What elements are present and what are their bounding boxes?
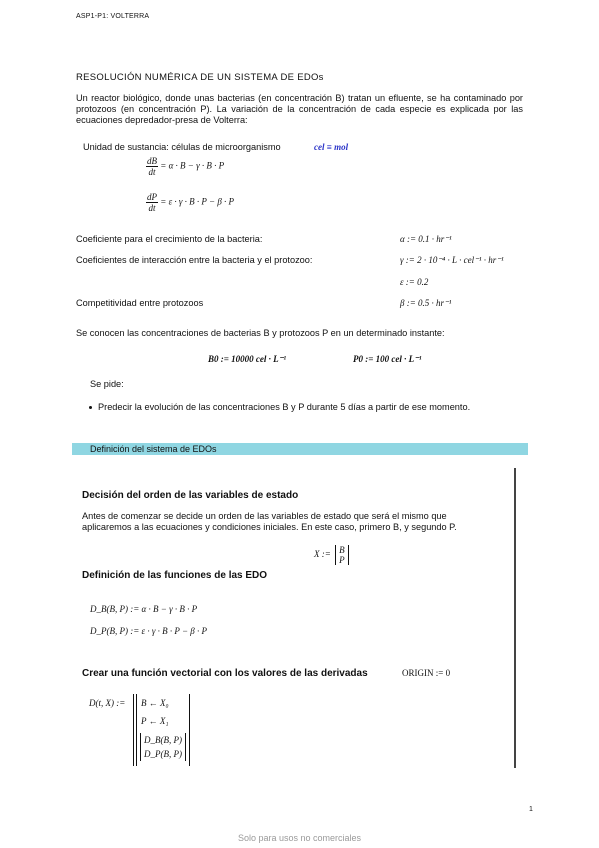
db-function-definition: D_B(B, P) := α · B − γ · B · P xyxy=(90,604,198,614)
unit-definition: cel ≡ mol xyxy=(314,142,349,152)
program-bar-right xyxy=(189,694,190,766)
program-result-vector: D_B(B, P) D_P(B, P) xyxy=(140,733,186,761)
program-line-1: B ← X₀ xyxy=(141,698,169,708)
section-edo-functions-heading: Definición de las funciones de las EDO xyxy=(82,570,268,581)
equation-db-dt: $\frac{dB}{dt}$ = α · B − γ · B · P xyxy=(147,156,225,177)
b0-value: B0 := 10000 cel · L⁻¹ xyxy=(208,354,287,364)
coef-growth-label: Coeficiente para el crecimiento de la bacteria: xyxy=(76,234,263,244)
intro-paragraph: Un reactor biológico, donde unas bacterias (en concentración B) tratan un efluente, se ha contaminado por protozoos (en concentración P). La variación de la concentración de cada especie es explicada por las ecuaciones depredador-presa de Volterra: xyxy=(76,93,523,125)
coef-gamma-value: γ := 2 · 10⁻⁴ · L · cel⁻¹ · hr⁻¹ xyxy=(400,255,504,265)
task-bullet: Predecir la evolución de las concentraciones B y P durante 5 días a partir de ese momento. xyxy=(89,402,470,413)
origin-setting: ORIGIN := 0 xyxy=(402,668,451,678)
dp-function-definition: D_P(B, P) := ε · γ · B · P − β · P xyxy=(90,626,208,636)
section-vector-function-heading: Crear una función vectorial con los valores de las derivadas xyxy=(82,668,368,679)
section-variable-order-heading: Decisión del orden de las variables de estado xyxy=(82,490,299,501)
unit-label: Unidad de sustancia: células de microorganismo xyxy=(83,142,281,152)
region-border xyxy=(514,468,516,768)
coef-beta-value: β := 0.5 · hr⁻¹ xyxy=(400,298,452,308)
coef-epsilon-value: ε := 0.2 xyxy=(400,277,429,287)
page-number: 1 xyxy=(529,806,534,813)
program-bar-inner xyxy=(136,694,137,766)
document-header-code: ASP1-P1: VOLTERRA xyxy=(76,13,150,20)
section-bar-title: Definición del sistema de EDOs xyxy=(90,444,217,454)
coef-competition-label: Competitividad entre protozoos xyxy=(76,298,204,308)
known-concentrations-text: Se conocen las concentraciones de bacterias B y protozoos P en un determinado instante: xyxy=(76,328,445,338)
equation-dp-dt: $\frac{dP}{dt}$ = ε · γ · B · P − β · P xyxy=(147,192,235,213)
watermark-text: Solo para usos no comerciales xyxy=(237,833,362,843)
p0-value: P0 := 100 cel · L⁻¹ xyxy=(353,354,422,364)
vector-function-label: D(t, X) := xyxy=(89,698,126,708)
bullet-icon xyxy=(89,406,92,409)
document-title: RESOLUCIÓN NUMÉRICA DE UN SISTEMA DE EDOs xyxy=(76,72,324,83)
program-bar-outer xyxy=(133,694,134,766)
state-vector: X := B P xyxy=(314,545,349,565)
asks-label: Se pide: xyxy=(90,379,124,389)
program-line-2: P ← X₁ xyxy=(141,716,169,726)
section-variable-order-text: Antes de comenzar se decide un orden de las variables de estado que será el mismo que aplicaremos a las ecuaciones y condiciones iniciales. En este caso, primero B, y segundo P. xyxy=(82,511,457,532)
coef-interaction-label: Coeficientes de interacción entre la bacteria y el protozoo: xyxy=(76,255,313,265)
coef-alpha-value: α := 0.1 · hr⁻¹ xyxy=(400,234,452,244)
